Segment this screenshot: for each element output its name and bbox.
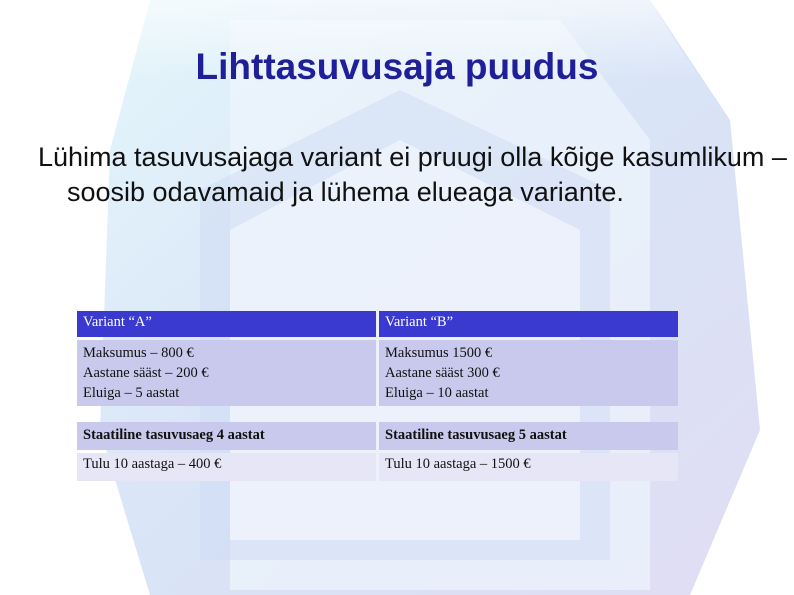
comparison-table: [74, 308, 681, 484]
header-variant-a: Variant “A”: [77, 311, 376, 337]
table-row-payback: [77, 422, 678, 450]
details-variant-a: [77, 340, 376, 406]
payback-variant-a: Staatiline tasuvusaeg 4 aastat: [77, 422, 376, 450]
slide-title: Lihttasuvusaja puudus: [195, 46, 599, 87]
table-spacer-row: [77, 409, 678, 419]
cost-a: Maksumus – 800 €: [83, 345, 194, 361]
income-variant-b: Tulu 10 aastaga – 1500 €: [379, 453, 678, 481]
annual-saving-a: Aastane sääst – 200 €: [83, 365, 209, 381]
cost-b: Maksumus 1500 €: [385, 345, 493, 361]
details-variant-b: [379, 340, 678, 406]
table-row-details: [77, 340, 678, 406]
body-text: Lühima tasuvusajaga variant ei pruugi olla kõige kasumlikum – soosib odavamaid ja lühema elueaga variante.: [38, 142, 787, 207]
table-header-row: [77, 311, 678, 337]
header-variant-b: Variant “B”: [379, 311, 678, 337]
annual-saving-b: Aastane sääst 300 €: [385, 365, 500, 381]
lifetime-a: Eluiga – 5 aastat: [83, 385, 180, 401]
spacer-cell-a: [77, 409, 376, 419]
lifetime-b: Eluiga – 10 aastat: [385, 385, 489, 401]
table-row-income: [77, 453, 678, 481]
payback-variant-b: Staatiline tasuvusaeg 5 aastat: [379, 422, 678, 450]
income-variant-a: Tulu 10 aastaga – 400 €: [77, 453, 376, 481]
spacer-cell-b: [379, 409, 678, 419]
